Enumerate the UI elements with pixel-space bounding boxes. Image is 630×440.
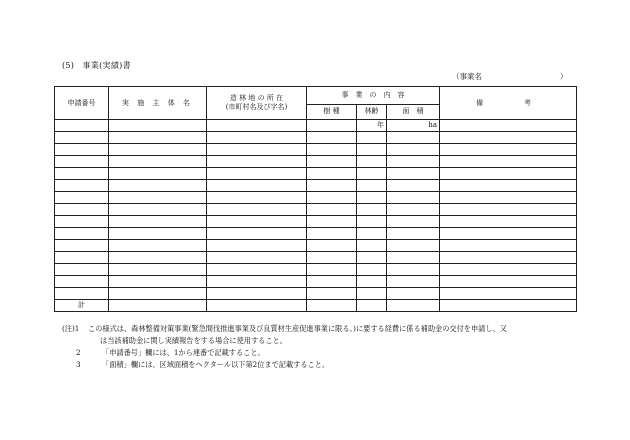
table-cell[interactable] bbox=[357, 132, 387, 144]
table-cell[interactable] bbox=[55, 120, 109, 132]
table-cell[interactable] bbox=[307, 288, 357, 300]
table-cell[interactable] bbox=[440, 180, 577, 192]
unit-row bbox=[55, 120, 577, 132]
table-cell[interactable] bbox=[357, 168, 387, 180]
table-cell[interactable] bbox=[440, 204, 577, 216]
note-1 bbox=[62, 323, 602, 335]
table-cell[interactable] bbox=[109, 288, 207, 300]
table-cell[interactable] bbox=[387, 192, 440, 204]
table-cell[interactable] bbox=[207, 252, 307, 264]
table-cell[interactable] bbox=[357, 144, 387, 156]
table-cell[interactable] bbox=[109, 144, 207, 156]
table-cell[interactable] bbox=[440, 132, 577, 144]
table-row bbox=[55, 288, 577, 300]
table-row bbox=[55, 276, 577, 288]
table-cell[interactable] bbox=[55, 144, 109, 156]
note-3 bbox=[62, 359, 602, 371]
table-cell[interactable] bbox=[387, 204, 440, 216]
table-cell[interactable] bbox=[109, 180, 207, 192]
table-cell[interactable] bbox=[307, 216, 357, 228]
table-cell[interactable] bbox=[207, 120, 307, 132]
header-remarks: 備 考 bbox=[440, 87, 577, 120]
table-cell[interactable] bbox=[440, 192, 577, 204]
table-cell[interactable] bbox=[387, 228, 440, 240]
table-cell[interactable] bbox=[387, 168, 440, 180]
table-cell[interactable] bbox=[207, 276, 307, 288]
table-cell[interactable] bbox=[55, 156, 109, 168]
table-cell[interactable] bbox=[109, 156, 207, 168]
table-row bbox=[55, 264, 577, 276]
table-row bbox=[55, 252, 577, 264]
table-cell[interactable] bbox=[109, 300, 207, 312]
header-area: 面 積 bbox=[387, 104, 440, 119]
table-cell[interactable] bbox=[109, 120, 207, 132]
table-cell[interactable] bbox=[207, 192, 307, 204]
table-row bbox=[55, 156, 577, 168]
table-cell[interactable] bbox=[207, 264, 307, 276]
table-cell[interactable] bbox=[440, 240, 577, 252]
table-cell[interactable] bbox=[357, 240, 387, 252]
table-cell[interactable] bbox=[440, 168, 577, 180]
table-cell[interactable] bbox=[357, 288, 387, 300]
table-cell[interactable] bbox=[55, 252, 109, 264]
note-1-text: この様式は、森林整備対策事業(緊急間伐推進事業及び良質材生産促進事業に限る。)に要する経費に係る補助金の交付を申請し、又 bbox=[88, 324, 507, 333]
table-cell[interactable] bbox=[207, 228, 307, 240]
table-cell[interactable] bbox=[55, 216, 109, 228]
table-cell[interactable] bbox=[440, 216, 577, 228]
total-row bbox=[55, 300, 577, 312]
project-name-label: （事業名 bbox=[452, 72, 482, 81]
table-cell[interactable] bbox=[109, 240, 207, 252]
table-cell[interactable] bbox=[387, 300, 440, 312]
table-row bbox=[55, 180, 577, 192]
table-cell[interactable] bbox=[55, 132, 109, 144]
table-cell[interactable] bbox=[207, 132, 307, 144]
table-cell[interactable] bbox=[357, 192, 387, 204]
table-cell[interactable] bbox=[387, 252, 440, 264]
table-row bbox=[55, 168, 577, 180]
table-cell[interactable] bbox=[387, 216, 440, 228]
table-cell[interactable] bbox=[55, 180, 109, 192]
table-cell[interactable] bbox=[357, 204, 387, 216]
table-cell[interactable] bbox=[55, 240, 109, 252]
table-cell[interactable] bbox=[307, 276, 357, 288]
table-cell[interactable] bbox=[109, 264, 207, 276]
business-table bbox=[54, 86, 577, 312]
table-cell[interactable] bbox=[387, 264, 440, 276]
table-cell[interactable] bbox=[55, 288, 109, 300]
table-cell[interactable] bbox=[387, 288, 440, 300]
table-cell[interactable] bbox=[440, 156, 577, 168]
table-cell[interactable] bbox=[55, 204, 109, 216]
table-row bbox=[55, 132, 577, 144]
table-cell[interactable] bbox=[307, 204, 357, 216]
table-cell[interactable] bbox=[357, 264, 387, 276]
table-cell[interactable] bbox=[307, 300, 357, 312]
table-cell[interactable] bbox=[307, 228, 357, 240]
table-row bbox=[55, 192, 577, 204]
project-name-close: ） bbox=[560, 72, 568, 81]
table-cell[interactable] bbox=[109, 132, 207, 144]
table-cell[interactable] bbox=[55, 168, 109, 180]
table-cell[interactable] bbox=[307, 132, 357, 144]
table-cell[interactable] bbox=[109, 252, 207, 264]
table-cell[interactable] bbox=[109, 228, 207, 240]
section-title: (5) 事業(実績)書 bbox=[62, 61, 131, 70]
table-cell[interactable] bbox=[357, 252, 387, 264]
table-cell[interactable] bbox=[440, 276, 577, 288]
total-label: 計 bbox=[55, 300, 109, 312]
table-row bbox=[55, 240, 577, 252]
table-cell[interactable] bbox=[440, 228, 577, 240]
table-cell[interactable] bbox=[307, 120, 357, 132]
note-1-continued bbox=[62, 335, 602, 347]
table-row bbox=[55, 228, 577, 240]
table-cell[interactable] bbox=[109, 192, 207, 204]
table-cell[interactable] bbox=[307, 192, 357, 204]
table-cell[interactable] bbox=[207, 240, 307, 252]
table-cell[interactable] bbox=[55, 276, 109, 288]
table-cell[interactable] bbox=[207, 144, 307, 156]
table-row bbox=[55, 144, 577, 156]
note-2-text: 「申請番号」欄には、1から連番で記載すること。 bbox=[102, 348, 265, 357]
header-implementer: 実 施 主 体 名 bbox=[109, 87, 207, 120]
table-cell[interactable] bbox=[387, 156, 440, 168]
header-location-line2: (市町村名及び字名) bbox=[225, 103, 288, 111]
table-cell[interactable] bbox=[357, 156, 387, 168]
header-location-line1: 造 林 地 の 所 在 bbox=[229, 94, 284, 102]
table-cell[interactable] bbox=[440, 120, 577, 132]
header-forest-age: 林齢 bbox=[357, 104, 387, 119]
table-cell[interactable] bbox=[109, 204, 207, 216]
table-cell[interactable] bbox=[109, 216, 207, 228]
table-cell[interactable] bbox=[307, 180, 357, 192]
note-1-lead: (注)1 bbox=[62, 324, 80, 333]
table-cell[interactable] bbox=[109, 168, 207, 180]
table-cell[interactable] bbox=[109, 276, 207, 288]
table-cell[interactable] bbox=[387, 132, 440, 144]
table-cell[interactable] bbox=[207, 180, 307, 192]
table-cell[interactable] bbox=[207, 288, 307, 300]
table-cell[interactable] bbox=[207, 168, 307, 180]
table-cell[interactable] bbox=[357, 216, 387, 228]
table-cell[interactable] bbox=[207, 156, 307, 168]
header-business-content: 事 業 の 内 容 bbox=[307, 87, 440, 105]
table-row bbox=[55, 216, 577, 228]
table-cell[interactable] bbox=[207, 300, 307, 312]
note-3-text: 「面積」欄には、区域面積をヘクタール以下第2位まで記載すること。 bbox=[102, 360, 330, 369]
unit-year: 年 bbox=[357, 120, 387, 132]
table-cell[interactable] bbox=[55, 264, 109, 276]
table-cell[interactable] bbox=[387, 180, 440, 192]
note-2 bbox=[62, 347, 602, 359]
header-application-no: 申請番号 bbox=[55, 87, 109, 120]
table-cell[interactable] bbox=[207, 216, 307, 228]
table-cell[interactable] bbox=[440, 144, 577, 156]
table-cell[interactable] bbox=[357, 300, 387, 312]
table-row bbox=[55, 204, 577, 216]
unit-hectare: ha bbox=[387, 120, 440, 132]
table-cell[interactable] bbox=[440, 288, 577, 300]
header-location bbox=[207, 87, 307, 120]
table-cell[interactable] bbox=[55, 228, 109, 240]
table-cell[interactable] bbox=[357, 228, 387, 240]
table-cell[interactable] bbox=[440, 264, 577, 276]
table-cell[interactable] bbox=[357, 276, 387, 288]
table-cell[interactable] bbox=[307, 144, 357, 156]
table-cell[interactable] bbox=[307, 240, 357, 252]
table-cell[interactable] bbox=[55, 192, 109, 204]
table-cell[interactable] bbox=[307, 264, 357, 276]
table-cell[interactable] bbox=[307, 252, 357, 264]
table-cell[interactable] bbox=[387, 276, 440, 288]
table-cell[interactable] bbox=[387, 240, 440, 252]
notes bbox=[62, 323, 602, 371]
table-cell[interactable] bbox=[387, 144, 440, 156]
table-cell[interactable] bbox=[440, 300, 577, 312]
header-species: 樹 種 bbox=[307, 104, 357, 119]
table-cell[interactable] bbox=[207, 204, 307, 216]
note-1-text-continued: は当該補助金に関し実績報告をする場合に使用すること。 bbox=[100, 336, 287, 345]
table-cell[interactable] bbox=[307, 156, 357, 168]
note-2-lead: 2 bbox=[76, 348, 81, 357]
table-cell[interactable] bbox=[307, 168, 357, 180]
table-cell[interactable] bbox=[440, 252, 577, 264]
note-3-lead: 3 bbox=[76, 360, 81, 369]
table-cell[interactable] bbox=[357, 180, 387, 192]
project-name-field bbox=[452, 71, 568, 82]
